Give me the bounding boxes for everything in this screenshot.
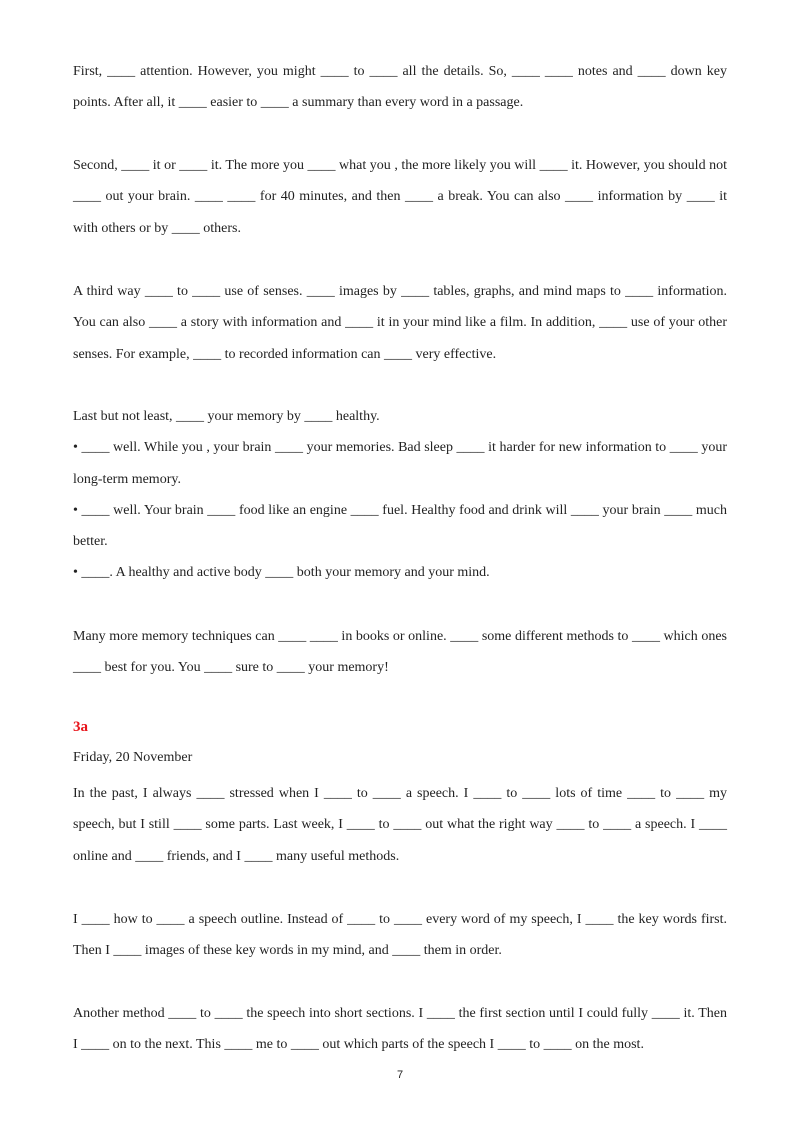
bullet-eat: • ____ well. Your brain ____ food like an engine ____ fuel. Healthy food and drink will ____ your brain ____ much better. xyxy=(73,502,727,550)
diary-paragraph-past xyxy=(73,778,727,872)
paragraph-text: A third way ____ to ____ use of senses. ____ images by ____ tables, graphs, and mind maps to ____ information. You can also ____ a story with information and ____ it in your mind like a film. In addition, ____ use of your other senses. For example, ____ to recorded information can ____ very effective. xyxy=(73,284,727,362)
paragraph-text: First, ____ attention. However, you might ____ to ____ all the details. So, ____ ____ notes and ____ down key points. After all, it ____ easier to ____ a summary than every word in a passage. xyxy=(73,64,727,111)
diary-date: Friday, 20 November xyxy=(73,750,193,765)
paragraph-healthy xyxy=(73,401,727,589)
paragraph-text: Many more memory techniques can ____ ____ in books or online. ____ some different methods to ____ which ones ____ best for you. You ____ sure to ____ your memory! xyxy=(73,629,727,676)
paragraph-text: Second, ____ it or ____ it. The more you ____ what you , the more likely you will ____ it. However, you should not ____ out your brain. ____ ____ for 40 minutes, and then ____ a break. You can also ____ information by ____ it with others or by ____ others. xyxy=(73,158,727,236)
paragraph-text: I ____ how to ____ a speech outline. Instead of ____ to ____ every word of my speech, I ____ the key words first. Then I ____ images of these key words in my mind, and ____ them in order. xyxy=(73,912,727,959)
bullet-sleep: • ____ well. While you , your brain ____ your memories. Bad sleep ____ it harder for new information to ____ your long-term memory. xyxy=(73,440,727,487)
paragraph-senses xyxy=(73,276,727,370)
paragraph-repetition xyxy=(73,150,727,244)
paragraph-text: Another method ____ to ____ the speech into short sections. I ____ the first section until I could fully ____ it. Then I ____ on to the next. This ____ me to ____ out which parts of the speech I ____ to ____ on the most. xyxy=(73,1006,727,1053)
paragraph-text: In the past, I always ____ stressed when I ____ to ____ a speech. I ____ to ____ lots of time ____ to ____ my speech, but I still ____ some parts. Last week, I ____ to ____ out what the right way ____ to ____ a speech. I ____ online and ____ friends, and I ____ many useful methods. xyxy=(73,786,727,864)
bullet-exercise: • ____. A healthy and active body ____ both your memory and your mind. xyxy=(73,565,490,581)
paragraph-note-taking xyxy=(73,56,727,119)
diary-paragraph-outline xyxy=(73,904,727,967)
diary-paragraph-sections xyxy=(73,998,727,1061)
section-heading: 3a xyxy=(73,719,88,735)
paragraph-more-techniques xyxy=(73,621,727,684)
paragraph-text: Last but not least, ____ your memory by ____ healthy. xyxy=(73,409,380,424)
page-number: 7 xyxy=(396,1069,404,1081)
